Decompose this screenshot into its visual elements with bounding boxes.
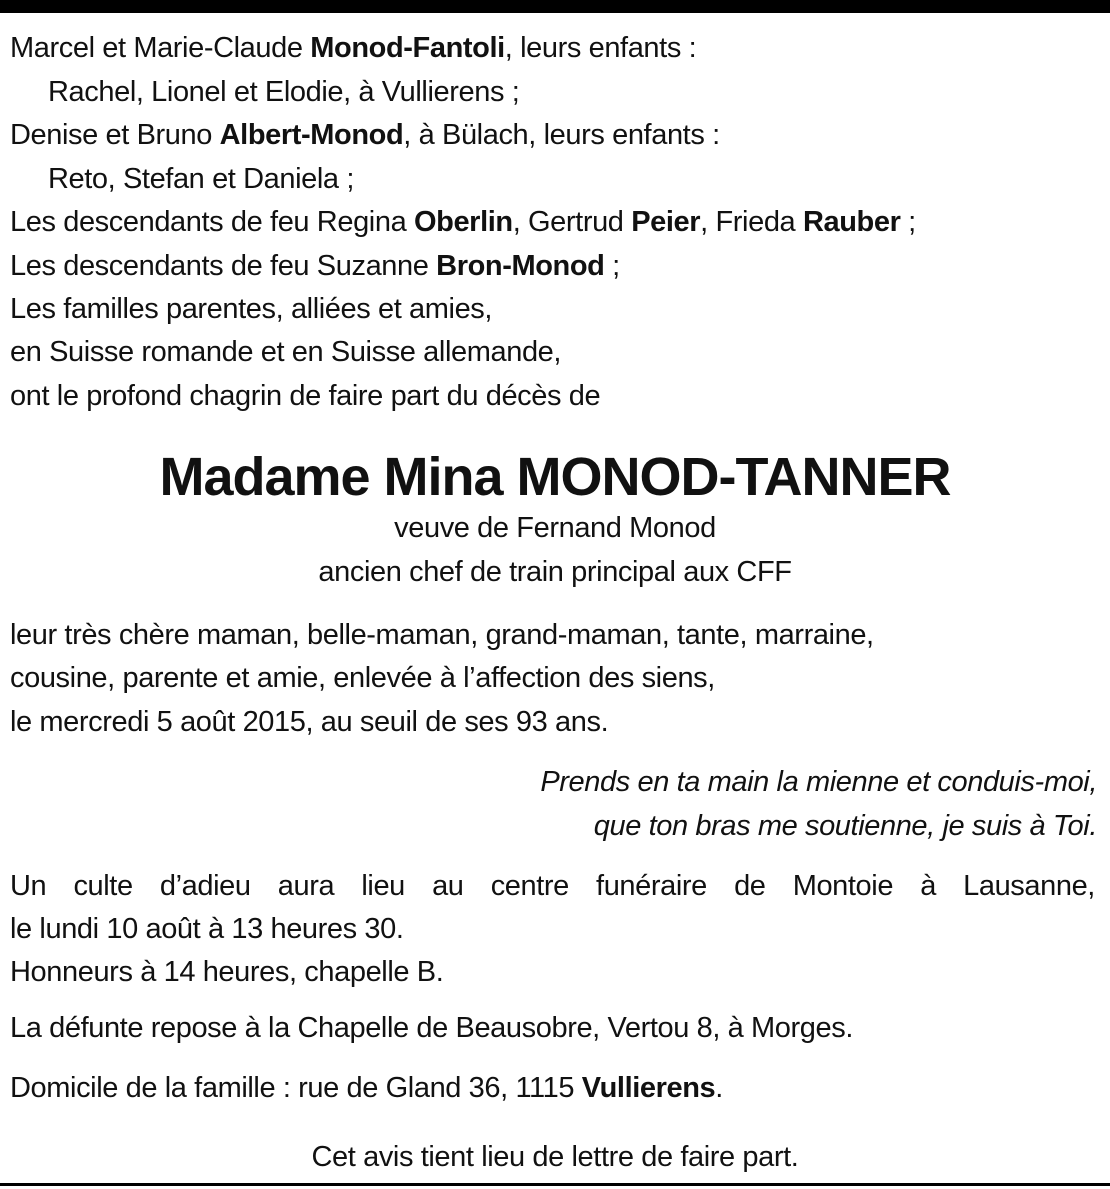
word: Montoie (792, 870, 894, 902)
word: Lausanne, (963, 870, 1095, 902)
text: Domicile de la famille : rue de Gland 36, 1115 (10, 1072, 582, 1104)
family-line: en Suisse romande et en Suisse allemande, (10, 336, 562, 368)
body-line: leur très chère maman, belle-maman, grand-maman, tante, marraine, (10, 619, 874, 651)
text: , Frieda (700, 206, 803, 238)
body-line: cousine, parente et amie, enlevée à l’affection des siens, (10, 662, 715, 694)
ceremony-line: Honneurs à 14 heures, chapelle B. (10, 956, 444, 988)
family-line: Les familles parentes, alliées et amies, (10, 293, 493, 325)
family-name: Monod-Fantoli (310, 32, 505, 64)
word: lieu (361, 870, 405, 902)
rest-line: La défunte repose à la Chapelle de Beausobre, Vertou 8, à Morges. (10, 1012, 853, 1044)
word: d’adieu (159, 870, 251, 902)
text: Denise et Bruno (10, 119, 220, 151)
verse-line: que ton bras me soutienne, je suis à Toi. (593, 810, 1097, 842)
family-line (10, 204, 916, 240)
deceased-subtitle: ancien chef de train principal aux CFF (318, 556, 792, 588)
family-line: ont le profond chagrin de faire part du décès de (10, 380, 601, 412)
text: Les descendants de feu Suzanne (10, 250, 437, 282)
text: ; (900, 206, 916, 238)
family-name: Peier (631, 206, 701, 238)
text: , Gertrud (512, 206, 632, 238)
word: aura (277, 870, 335, 902)
word: à (920, 870, 936, 902)
ceremony-line (10, 868, 1095, 904)
word: au (432, 870, 464, 902)
footer-note: Cet avis tient lieu de lettre de faire part. (311, 1141, 799, 1173)
verse-line: Prends en ta main la mienne et conduis-moi, (540, 766, 1097, 798)
family-name: Oberlin (413, 206, 513, 238)
word: funéraire (596, 870, 707, 902)
text: , à Bülach, leurs enfants : (403, 119, 720, 151)
ceremony-line: le lundi 10 août à 13 heures 30. (10, 913, 404, 945)
text: Marcel et Marie-Claude (10, 32, 311, 64)
body-line: le mercredi 5 août 2015, au seuil de ses 93 ans. (10, 706, 609, 738)
deceased-subtitle: veuve de Fernand Monod (394, 512, 716, 544)
word: centre (490, 870, 569, 902)
text: ; (604, 250, 620, 282)
family-line (10, 30, 696, 66)
family-line (10, 117, 720, 153)
text: , leurs enfants : (504, 32, 697, 64)
family-line: Rachel, Lionel et Elodie, à Vullierens ; (48, 76, 520, 108)
town: Vullierens (581, 1072, 716, 1104)
family-name: Bron-Monod (436, 250, 605, 282)
text: . (715, 1072, 723, 1104)
deceased-name: Madame Mina MONOD-TANNER (159, 447, 951, 507)
family-line: Reto, Stefan et Daniela ; (48, 163, 354, 195)
top-border (0, 0, 1110, 13)
text: Les descendants de feu Regina (10, 206, 414, 238)
family-name: Rauber (802, 206, 901, 238)
word: culte (73, 870, 133, 902)
bottom-border (0, 1183, 1110, 1186)
family-line (10, 248, 620, 284)
domicile-line (10, 1070, 723, 1106)
word: Un (10, 870, 47, 902)
family-name: Albert-Monod (219, 119, 404, 151)
word: de (734, 870, 766, 902)
